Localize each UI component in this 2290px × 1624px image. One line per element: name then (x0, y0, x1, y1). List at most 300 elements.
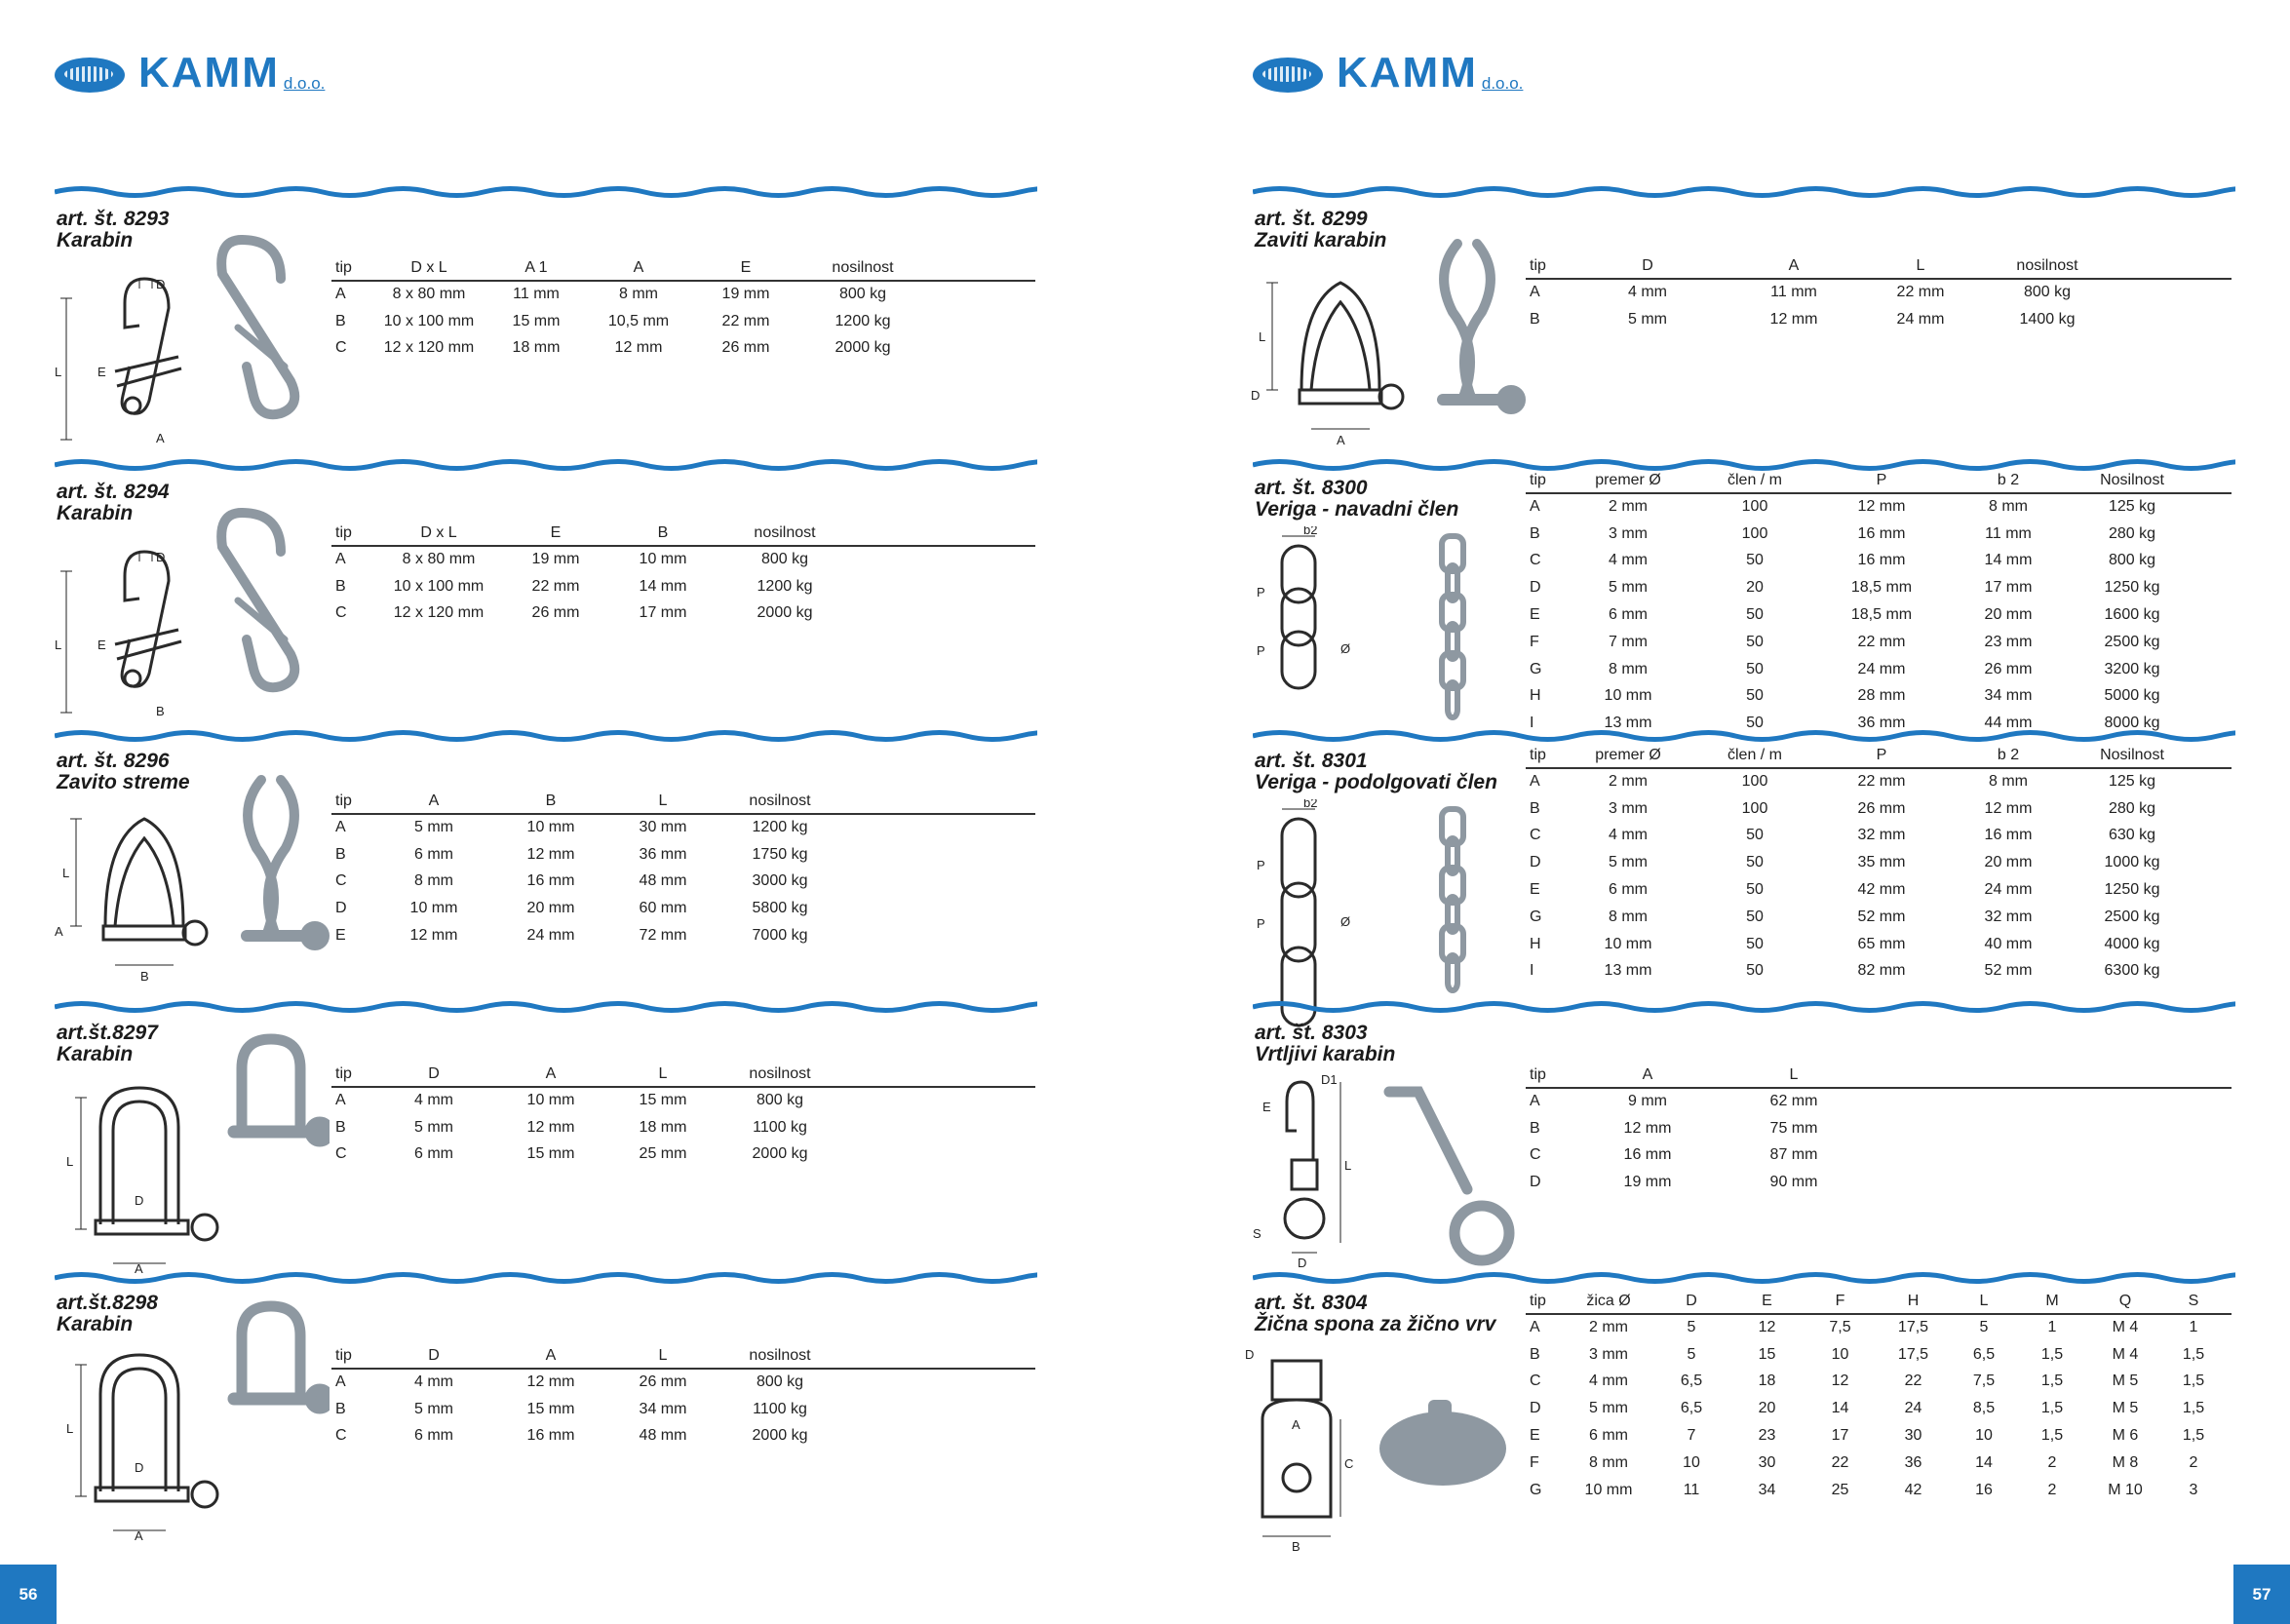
table-cell: 12 x 120 mm (383, 339, 475, 357)
table-row (1526, 876, 2232, 904)
table-cell: 11 mm (1770, 284, 1817, 301)
table-cell: 2 (2189, 1453, 2198, 1471)
table-cell: 36 mm (639, 845, 687, 863)
table-row (1526, 823, 2232, 850)
table-cell: 125 kg (2108, 498, 2156, 516)
table-cell: G (1530, 660, 1542, 677)
table-cell: 12 mm (1857, 498, 1906, 516)
column-header: D (1652, 1293, 1730, 1314)
product-illustration (1243, 224, 1526, 463)
column-header: Q (2086, 1293, 2164, 1314)
table-row (1526, 683, 2232, 711)
article-number: art. št. 8296 (57, 750, 170, 772)
table-header-row (1526, 1293, 2232, 1314)
column-header: Nosilnost (2072, 747, 2193, 768)
table-cell: 2 (2047, 1453, 2057, 1471)
table-cell: 6 mm (1589, 1427, 1628, 1445)
table-row (331, 600, 1035, 628)
table-cell: 9 mm (1628, 1093, 1667, 1110)
table-cell: 19 mm (1623, 1174, 1672, 1191)
line-drawing-chain (1282, 819, 1315, 1025)
table-cell: A (335, 551, 346, 568)
dimension-label: D (156, 550, 166, 564)
table-cell: 3 mm (1589, 1345, 1628, 1363)
table-cell: A (335, 1092, 346, 1109)
article-number: art.št.8298 (57, 1292, 158, 1314)
table-cell: 11 (1683, 1481, 1700, 1498)
table-cell: B (335, 1400, 346, 1417)
line-drawing-swivel-snap (1285, 1082, 1324, 1238)
table-cell: E (1530, 606, 1540, 624)
table-cell: H (1530, 935, 1541, 952)
line-drawing-snaphook (115, 552, 181, 686)
brand-logo (55, 49, 326, 97)
line-drawing-snaphook (115, 279, 181, 413)
product-heading (1255, 478, 1458, 521)
table-cell: 14 mm (639, 577, 687, 595)
table-cell: 26 mm (1984, 660, 2033, 677)
table-cell: 800 kg (756, 1373, 804, 1391)
column-header: tip (1526, 1293, 1565, 1314)
column-header: nosilnost (799, 259, 926, 281)
dimension-label: D (156, 277, 166, 291)
table-cell: C (1530, 1373, 1541, 1390)
table-row (1526, 629, 2232, 656)
table-cell: 1 (2189, 1319, 2198, 1336)
table-cell: 5 (1687, 1319, 1696, 1336)
table-row (1526, 904, 2232, 931)
table-cell: 6,5 (1680, 1373, 1703, 1390)
table-row (1526, 1314, 2232, 1341)
dimension-label: L (66, 1154, 74, 1169)
column-header: D x L (370, 524, 507, 546)
table-cell: 10 mm (1584, 1481, 1633, 1498)
brand-badge-icon (1253, 58, 1323, 93)
product-photo-snaphook (221, 240, 294, 414)
column-header: tip (1526, 1066, 1565, 1088)
table-cell: 15 mm (512, 312, 561, 329)
table-cell: 60 mm (639, 900, 687, 917)
product-photo-chain (1442, 536, 1463, 717)
table-cell: 14 mm (1984, 552, 2033, 569)
table-cell: C (335, 1145, 347, 1163)
table-cell: 800 kg (838, 286, 887, 303)
table-cell: 50 (1746, 827, 1764, 844)
table-cell: 100 (1741, 773, 1768, 791)
table-row (1526, 1115, 2232, 1142)
table-cell: M 5 (2112, 1400, 2139, 1417)
table-cell: E (1530, 881, 1540, 899)
dimension-label: A (135, 1528, 143, 1540)
table-cell: 15 (1758, 1345, 1776, 1363)
table-cell: B (1530, 524, 1540, 542)
table-cell: 15 mm (526, 1400, 575, 1417)
table-cell: D (1530, 854, 1541, 871)
table-cell: 22 (1831, 1453, 1849, 1471)
table-row (1526, 1088, 2232, 1115)
line-drawing-wire-clamp (1262, 1361, 1331, 1517)
table-cell: 5 mm (414, 1400, 453, 1417)
table-cell: G (1530, 908, 1542, 925)
table-row (1526, 931, 2232, 958)
table-cell: 25 (1831, 1481, 1849, 1498)
brand-suffix: d.o.o. (1481, 74, 1524, 93)
page-right (1145, 0, 2290, 1624)
section-divider-wave (1253, 1271, 2235, 1285)
product-illustration (47, 1296, 330, 1545)
table-cell: 5 mm (1628, 310, 1667, 328)
dimension-label: b2 (1303, 799, 1318, 810)
dimension-label: A (1292, 1417, 1300, 1432)
table-cell: E (1530, 1427, 1540, 1445)
dimension-label: D (1298, 1256, 1307, 1270)
table-cell: 4 mm (1589, 1373, 1628, 1390)
table-cell: 3 mm (1609, 524, 1648, 542)
table-cell: 800 kg (756, 1092, 804, 1109)
column-header: premer Ø (1565, 472, 1691, 493)
table-cell: 2 mm (1609, 498, 1648, 516)
table-cell: 18 (1758, 1373, 1776, 1390)
table-cell: 8 mm (414, 872, 453, 890)
column-header: nosilnost (721, 524, 848, 546)
dimension-label: L (62, 866, 70, 880)
table-cell: 62 mm (1769, 1093, 1818, 1110)
table-cell: 12 mm (526, 1118, 575, 1136)
table-cell: 1400 kg (2019, 310, 2076, 328)
column-header: E (692, 259, 799, 281)
table-cell: 2000 kg (752, 1145, 808, 1163)
table-cell: 5800 kg (752, 900, 808, 917)
spec-table (331, 259, 1035, 362)
table-row (331, 922, 1035, 949)
table-cell: 17,5 (1897, 1345, 1929, 1363)
table-cell: 5000 kg (2104, 687, 2160, 705)
table-cell: I (1530, 715, 1534, 732)
table-row (1526, 1369, 2232, 1396)
column-header: nosilnost (721, 1065, 838, 1087)
column-header: A (585, 259, 692, 281)
dimension-label: L (1344, 1158, 1352, 1173)
column-header: Nosilnost (2072, 472, 2193, 493)
table-cell: A (1530, 498, 1540, 516)
article-number: art. št. 8294 (57, 481, 170, 503)
table-cell: 10 (1975, 1427, 1993, 1445)
table-cell: 10 mm (409, 900, 458, 917)
table-cell: 7,5 (1829, 1319, 1851, 1336)
column-header: M (2018, 1293, 2086, 1314)
table-cell: 1 (2047, 1319, 2057, 1336)
column-header: člen / m (1691, 747, 1818, 768)
table-cell: 50 (1746, 660, 1764, 677)
product-name: Žična spona za žično vrv (1255, 1313, 1496, 1335)
table-cell: I (1530, 962, 1534, 980)
table-cell: B (1530, 310, 1540, 328)
table-cell: 11 mm (513, 286, 560, 303)
table-cell: 1600 kg (2104, 606, 2160, 624)
table-cell: 3000 kg (752, 872, 808, 890)
table-cell: 24 mm (1896, 310, 1945, 328)
table-cell: 2 mm (1609, 773, 1648, 791)
product-heading (1255, 751, 1497, 793)
chain-link (1282, 819, 1315, 897)
table-cell: C (335, 872, 347, 890)
table-cell: 19 mm (531, 551, 580, 568)
table-cell: 30 mm (639, 819, 687, 836)
table-cell: 10 mm (526, 1092, 575, 1109)
table-row (331, 1423, 1035, 1450)
product-name: Vrtljivi karabin (1255, 1043, 1396, 1065)
table-row (331, 895, 1035, 922)
product-photo-twist-shackle (1443, 244, 1521, 409)
dimension-label: L (66, 1421, 74, 1436)
spec-table (1526, 472, 2232, 737)
table-cell: 280 kg (2108, 524, 2156, 542)
dimension-label: A (1337, 433, 1345, 447)
table-cell: B (335, 577, 346, 595)
table-row (331, 814, 1035, 841)
spec-table (331, 524, 1035, 627)
table-cell: 22 mm (1896, 284, 1945, 301)
column-header: L (1857, 257, 1984, 279)
column-header: A (1565, 1066, 1730, 1088)
table-cell: A (1530, 284, 1540, 301)
table-cell: 16 mm (526, 872, 575, 890)
table-row (1526, 1450, 2232, 1477)
table-cell: 34 mm (639, 1400, 687, 1417)
table-cell: C (335, 339, 347, 357)
table-cell: 280 kg (2108, 799, 2156, 817)
table-cell: E (335, 927, 346, 945)
column-header: tip (331, 793, 370, 814)
table-cell: 10 x 100 mm (393, 577, 485, 595)
spec-table (1526, 1293, 2232, 1504)
table-row (1526, 279, 2232, 306)
dimension-label: B (140, 969, 149, 984)
table-header-row (1526, 747, 2232, 768)
table-cell: 8 x 80 mm (402, 551, 476, 568)
table-cell: 22 mm (721, 312, 770, 329)
table-cell: 1250 kg (2104, 881, 2160, 899)
table-row (1526, 1477, 2232, 1504)
table-cell: B (1530, 1119, 1540, 1137)
table-cell: 125 kg (2108, 773, 2156, 791)
table-cell: 50 (1746, 633, 1764, 650)
dimension-label: D1 (1321, 1072, 1338, 1087)
table-cell: 12 mm (409, 927, 458, 945)
table-row (1526, 1169, 2232, 1196)
table-cell: 12 (1758, 1319, 1776, 1336)
column-header: D (370, 1347, 497, 1369)
line-drawing-dee-shackle (96, 1355, 217, 1507)
table-cell: 3 (2189, 1481, 2198, 1498)
table-row (1526, 849, 2232, 876)
column-header: H (1877, 1293, 1950, 1314)
dimension-label: D (1251, 388, 1261, 403)
table-cell: 4 mm (1609, 827, 1648, 844)
table-cell: 12 mm (614, 339, 663, 357)
table-cell: 1,5 (2182, 1373, 2205, 1390)
section-divider-wave (55, 185, 1037, 199)
page-number-left: 56 (0, 1565, 57, 1624)
table-cell: 50 (1746, 935, 1764, 952)
table-cell: 7000 kg (752, 927, 808, 945)
table-row (1526, 795, 2232, 823)
table-row (1526, 548, 2232, 575)
table-cell: 34 (1758, 1481, 1776, 1498)
table-cell: 25 mm (639, 1145, 687, 1163)
table-cell: 10 mm (1604, 687, 1652, 705)
table-cell: 15 mm (526, 1145, 575, 1163)
table-cell: 30 (1904, 1427, 1922, 1445)
table-cell: 50 (1746, 854, 1764, 871)
table-cell: 28 mm (1857, 687, 1906, 705)
table-cell: 5 (1687, 1345, 1696, 1363)
dimension-label: b2 (1303, 526, 1318, 537)
table-cell: C (1530, 552, 1541, 569)
table-cell: 2 mm (1589, 1319, 1628, 1336)
table-cell: 35 mm (1857, 854, 1906, 871)
table-cell: 16 mm (1984, 827, 2033, 844)
dimension-label: B (156, 704, 165, 717)
table-cell: 20 mm (1984, 854, 2033, 871)
table-row (1526, 656, 2232, 683)
table-cell: 50 (1746, 908, 1764, 925)
table-cell: C (1530, 1146, 1541, 1164)
table-cell: 6 mm (414, 845, 453, 863)
product-heading (1255, 1293, 1495, 1335)
column-header: nosilnost (721, 1347, 838, 1369)
table-cell: 6,5 (1680, 1400, 1703, 1417)
table-cell: 4000 kg (2104, 935, 2160, 952)
table-cell: 1000 kg (2104, 854, 2160, 871)
spec-table (331, 1065, 1035, 1168)
brand-badge-icon (55, 58, 125, 93)
table-cell: 2000 kg (752, 1427, 808, 1445)
dimension-label: D (135, 1193, 144, 1208)
table-cell: 5 (1979, 1319, 1989, 1336)
table-cell: 1,5 (2040, 1373, 2064, 1390)
table-cell: 50 (1746, 881, 1764, 899)
dimension-label: E (1262, 1100, 1271, 1114)
table-cell: 20 (1746, 579, 1764, 597)
column-header: tip (331, 1347, 370, 1369)
table-cell: 13 mm (1604, 715, 1652, 732)
table-cell: 10 (1831, 1345, 1849, 1363)
table-cell: 5 mm (414, 1118, 453, 1136)
column-header: E (1730, 1293, 1804, 1314)
column-header: tip (331, 1065, 370, 1087)
table-cell: 16 mm (1857, 524, 1906, 542)
table-cell: D (335, 900, 347, 917)
table-cell: 16 mm (526, 1427, 575, 1445)
column-header: F (1804, 1293, 1877, 1314)
table-row (1526, 306, 2232, 333)
spec-table (1526, 1066, 2232, 1196)
table-cell: 15 mm (639, 1092, 687, 1109)
table-cell: 50 (1746, 606, 1764, 624)
table-row (331, 1369, 1035, 1396)
table-cell: B (335, 1118, 346, 1136)
product-name: Karabin (57, 502, 134, 524)
product-photo-chain (1442, 809, 1463, 990)
article-number: art. št. 8299 (1255, 208, 1368, 230)
table-cell: 20 (1758, 1400, 1776, 1417)
table-cell: 6 mm (414, 1427, 453, 1445)
section-divider-wave (1253, 1000, 2235, 1014)
table-row (331, 841, 1035, 869)
table-cell: B (1530, 799, 1540, 817)
line-drawing-twist-shackle (1300, 283, 1403, 408)
section-divider-wave (55, 1000, 1037, 1014)
dimension-label: D (1245, 1347, 1255, 1362)
table-cell: 40 mm (1984, 935, 2033, 952)
table-cell: 6 mm (1609, 606, 1648, 624)
product-name: Zaviti karabin (1255, 229, 1387, 251)
column-header: b 2 (1945, 472, 2072, 493)
table-cell: 24 mm (1857, 660, 1906, 677)
page-number-right: 57 (2233, 1565, 2290, 1624)
table-cell: 17 (1831, 1427, 1849, 1445)
table-cell: 8 mm (1609, 908, 1648, 925)
table-cell: 8,5 (1972, 1400, 1996, 1417)
table-cell: 16 mm (1857, 552, 1906, 569)
table-cell: C (335, 1427, 347, 1445)
table-cell: 17 mm (1984, 579, 2033, 597)
dimension-label: L (55, 365, 62, 379)
table-cell: 7 (1687, 1427, 1696, 1445)
chain-link (1282, 883, 1315, 961)
table-header-row (331, 793, 1035, 814)
column-header: tip (1526, 472, 1565, 493)
table-cell: 18 mm (639, 1118, 687, 1136)
column-header: tip (331, 259, 370, 281)
table-cell: 5 mm (1589, 1400, 1628, 1417)
column-header: nosilnost (1984, 257, 2111, 279)
chain-link (1282, 947, 1315, 1025)
table-cell: 22 mm (531, 577, 580, 595)
table-cell: 12 mm (526, 845, 575, 863)
table-row (1526, 958, 2232, 986)
table-cell: 22 mm (1857, 773, 1906, 791)
column-header: D (1565, 257, 1730, 279)
product-illustration (1243, 1341, 1526, 1570)
table-cell: 1,5 (2040, 1345, 2064, 1363)
table-cell: A (1530, 773, 1540, 791)
table-cell: 24 mm (526, 927, 575, 945)
table-cell: 1,5 (2182, 1345, 2205, 1363)
table-cell: 17,5 (1897, 1319, 1929, 1336)
column-header: L (1950, 1293, 2018, 1314)
table-cell: 7 mm (1609, 633, 1648, 650)
section-divider-wave (1253, 185, 2235, 199)
table-cell: 16 mm (1623, 1146, 1672, 1164)
table-cell: 32 mm (1857, 827, 1906, 844)
product-name: Veriga - podolgovati člen (1255, 771, 1497, 793)
table-cell: G (1530, 1481, 1542, 1498)
column-header: A (1730, 257, 1857, 279)
table-cell: 52 mm (1857, 908, 1906, 925)
product-photo-dee-shackle (234, 1306, 330, 1409)
table-cell: D (1530, 1174, 1541, 1191)
product-name: Karabin (57, 229, 134, 251)
table-cell: 8 x 80 mm (392, 286, 466, 303)
table-row (1526, 574, 2232, 601)
table-cell: 17 mm (639, 604, 687, 622)
table-row (1526, 493, 2232, 521)
table-cell: 12 x 120 mm (393, 604, 485, 622)
spec-table (331, 793, 1035, 949)
spec-table (1526, 747, 2232, 985)
